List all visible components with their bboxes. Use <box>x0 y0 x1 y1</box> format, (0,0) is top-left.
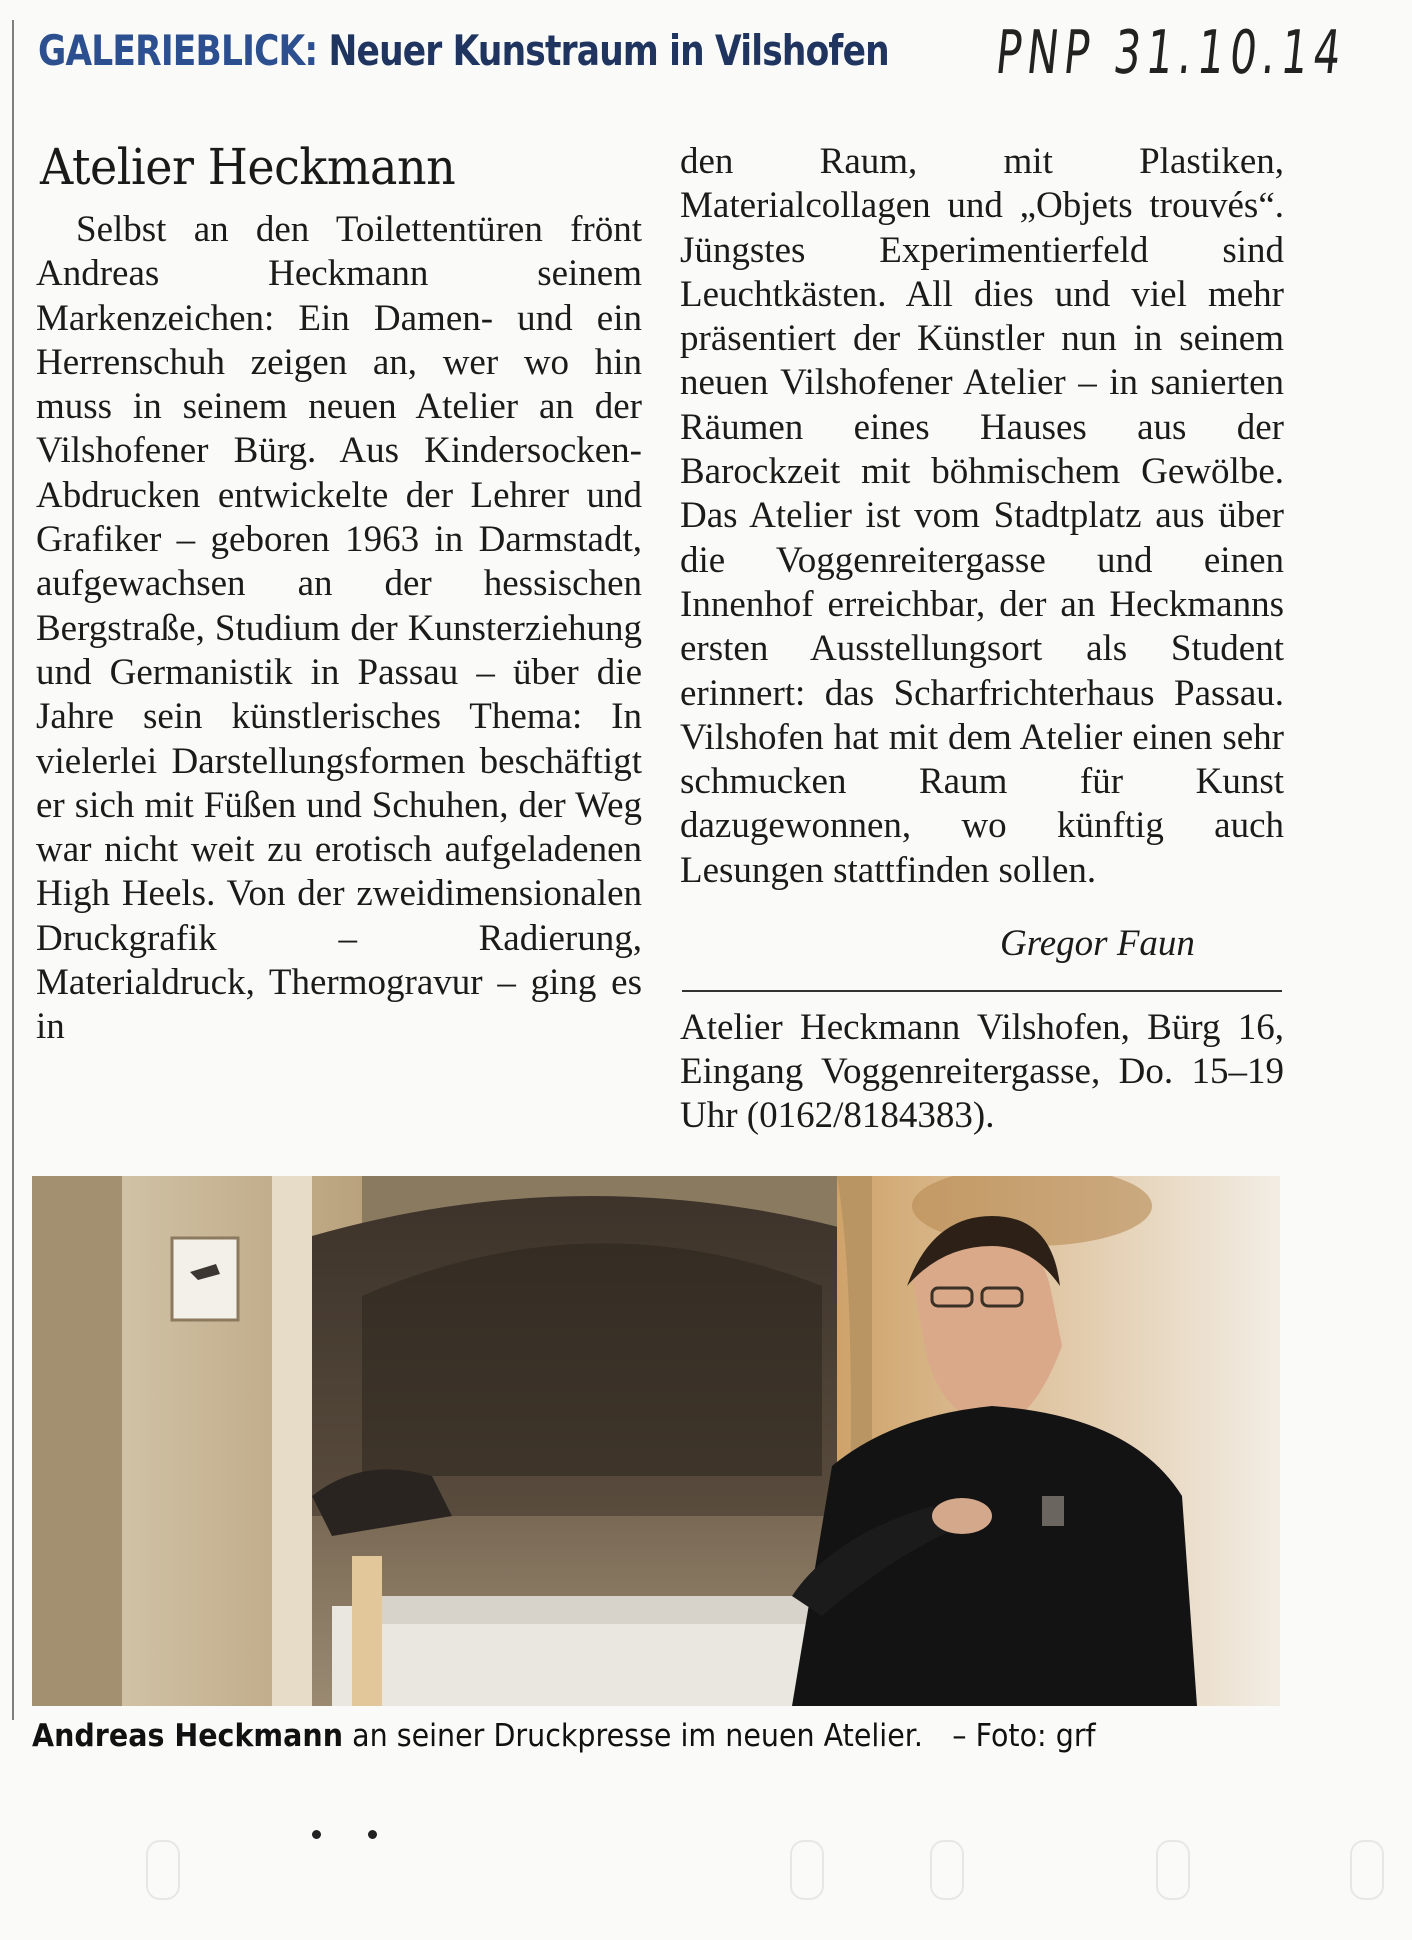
rubric-label: GALERIEBLICK: <box>38 26 318 75</box>
handwritten-date-note: PNP 31.10.14 <box>992 18 1350 88</box>
article-body-left: Selbst an den Toilettentüren frönt Andreas Heckmann seinem Markenzeichen: Ein Damen- und ein Herrenschuh zeigen an, wer wo hin muss in seinem neuen Atelier an der Vilshofener Bürg. Aus Kindersocken-Abdrucken entwickelte der Lehrer und Grafiker – geboren 1963 in Darmstadt, aufgewachsen an der hessischen Bergstraße, Studium der Kunsterziehung und Germanistik in Passau – über die Jahre sein künstlerisches Thema: In vielerlei Darstellungsformen beschäftigt er sich mit Füßen und Schuhen, der Weg war nicht weit zu erotisch aufgeladenen High Heels. Von der zweidimensionalen Druckgrafik – Radierung, Materialdruck, Thermogravur – ging es in <box>36 209 642 1048</box>
photo-caption <box>32 1718 1182 1754</box>
article-column-left <box>36 208 642 1050</box>
photo-credit: – Foto: grf <box>952 1718 1096 1754</box>
photo-atelier-illustration <box>32 1176 1280 1706</box>
embossed-mark <box>1156 1840 1190 1900</box>
embossed-mark <box>790 1840 824 1900</box>
punch-dot <box>312 1830 321 1839</box>
article-headline: Atelier Heckmann <box>40 138 456 196</box>
punch-dot <box>368 1830 377 1839</box>
atelier-info-box: Atelier Heckmann Vilshofen, Bürg 16, Eingang Voggenreitergasse, Do. 15–19 Uhr (0162/8184383). <box>680 1007 1284 1136</box>
caption-name: Andreas Heckmann <box>32 1718 344 1754</box>
embossed-mark <box>930 1840 964 1900</box>
article-photo <box>32 1176 1280 1706</box>
info-divider <box>682 990 1282 992</box>
caption-text: an seiner Druckpresse im neuen Atelier. <box>352 1718 923 1754</box>
rubric-title: Neuer Kunstraum in Vilshofen <box>328 26 889 75</box>
rubric-header <box>38 26 889 75</box>
article-body-right: den Raum, mit Plastiken, Materialcollagen und „Objets trouvés“. Jüngstes Experimentierfeld sind Leuchtkästen. All dies und viel mehr präsentiert der Künstler nun in seinem neuen Vilshofener Atelier – in sanierten Räumen eines Hauses aus der Barockzeit mit böhmischem Gewölbe. Das Atelier ist vom Stadtplatz aus über die Voggenreitergasse und einen Innenhof erreichbar, der an Heckmanns ersten Ausstellungsort als Student erinnert: das Scharfrichterhaus Passau. Vilshofen hat mit dem Atelier einen sehr schmucken Raum für Kunst dazugewonnen, wo künftig auch Lesungen stattfinden sollen. <box>680 141 1284 891</box>
column-rule <box>12 20 14 1720</box>
embossed-mark <box>1350 1840 1384 1900</box>
article-column-right <box>680 140 1284 893</box>
author-byline: Gregor Faun <box>1000 923 1195 964</box>
embossed-mark <box>146 1840 180 1900</box>
